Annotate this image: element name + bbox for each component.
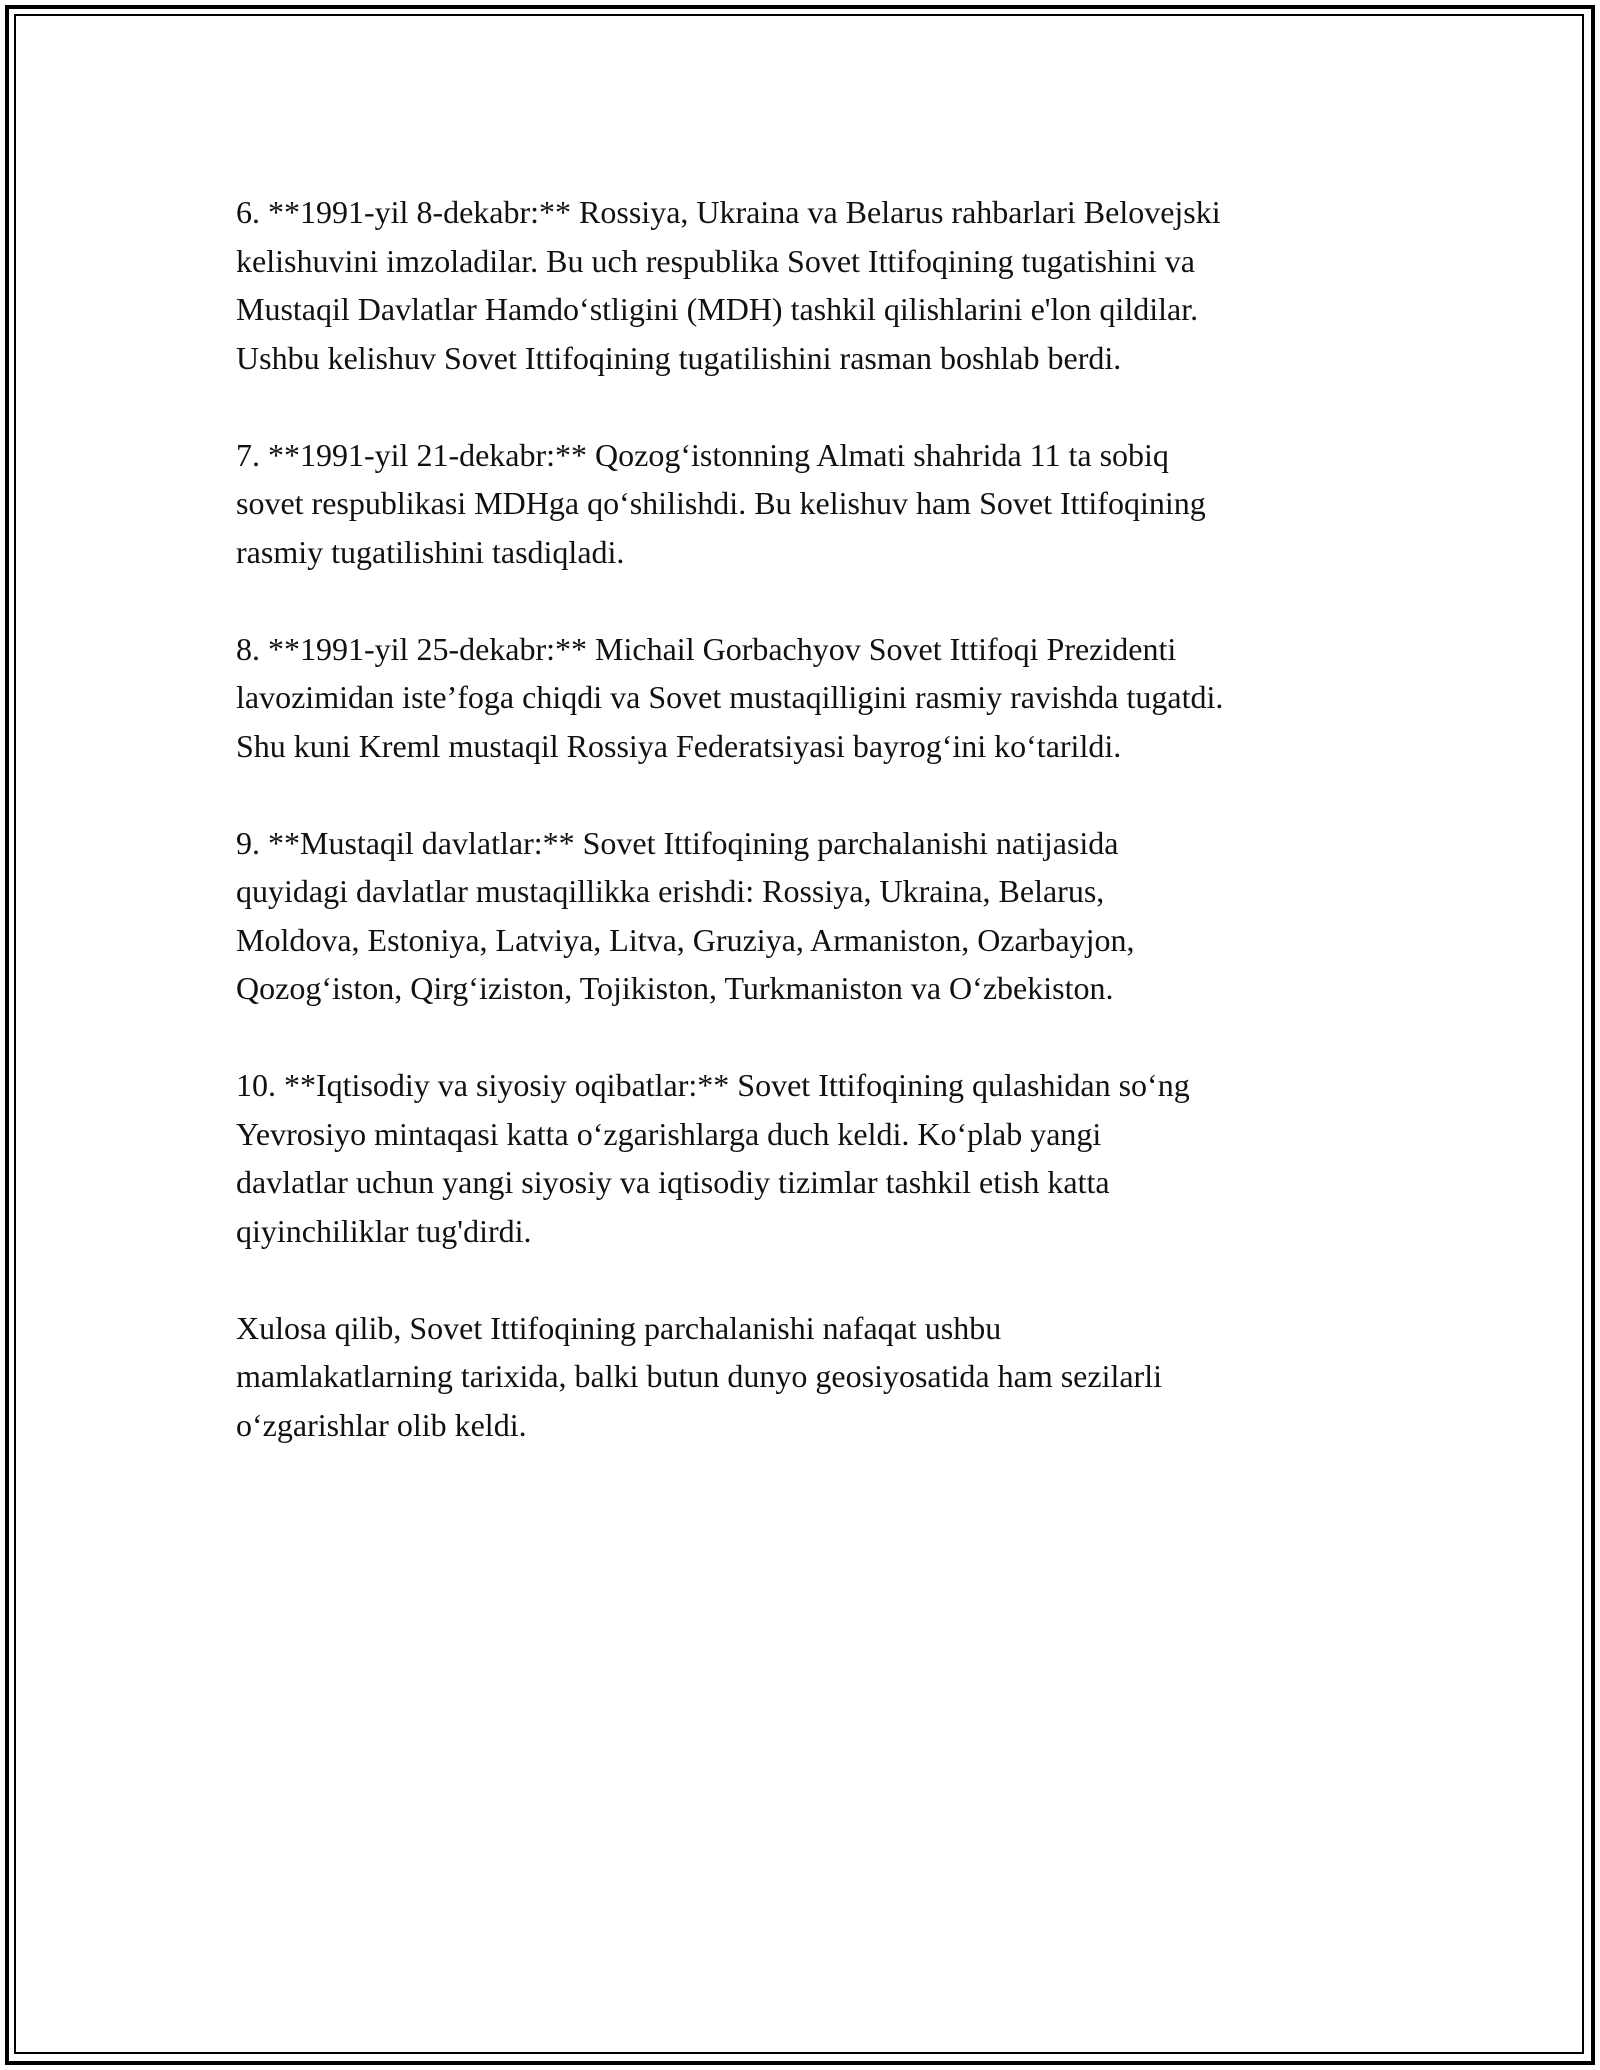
paragraph-item-7: 7. **1991-yil 21-dekabr:** Qozog‘istonning Almati shahrida 11 ta sobiq sovet respublikasi MDHga qo‘shilishdi. Bu kelishuv ham Sovet Ittifoqining rasmiy tugatilishini tasdiqladi.: [236, 436, 1206, 570]
paragraph-item-10: 10. **Iqtisodiy va siyosiy oqibatlar:** Sovet Ittifoqining qulashidan so‘ng Yevrosiyo mintaqasi katta o‘zgarishlarga duch keldi. Ko‘plab yangi davlatlar uchun yangi siyosiy va iqtisodiy tizimlar tashkil etish katta qiyinchiliklar tug'dirdi.: [236, 1067, 1190, 1249]
paragraph-item-6: 6. **1991-yil 8-dekabr:** Rossiya, Ukraina va Belarus rahbarlari Belovejski kelishuvini imzoladilar. Bu uch respublika Sovet Ittifoqining tugatishini va Mustaqil Davlatlar Hamdo‘stligini (MDH) tashkil qilishlarini e'lon qildilar. Ushbu kelishuv Sovet Ittifoqining tugatilishini rasman boshlab berdi.: [236, 194, 1221, 376]
paragraph-item-8: 8. **1991-yil 25-dekabr:** Michail Gorbachyov Sovet Ittifoqi Prezidenti lavozimidan iste’foga chiqdi va Sovet mustaqilligini rasmiy ravishda tugatdi. Shu kuni Kreml mustaqil Rossiya Federatsiyasi bayrog‘ini ko‘tarildi.: [236, 630, 1224, 764]
document-body: [236, 188, 1396, 1498]
paragraph-item-9: 9. **Mustaqil davlatlar:** Sovet Ittifoqining parchalanishi natijasida quyidagi davlatlar mustaqillikka erishdi: Rossiya, Ukraina, Belarus, Moldova, Estoniya, Latviya, Litva, Gruziya, Armaniston, Ozarbayjon, Qozog‘iston, Qirg‘iziston, Tojikiston, Turkmaniston va O‘zbekiston.: [236, 824, 1135, 1006]
conclusion-paragraph: Xulosa qilib, Sovet Ittifoqining parchalanishi nafaqat ushbu mamlakatlarning tarixida, balki butun dunyo geosiyosatida ham sezilarli o‘zgarishlar olib keldi.: [236, 1309, 1162, 1443]
